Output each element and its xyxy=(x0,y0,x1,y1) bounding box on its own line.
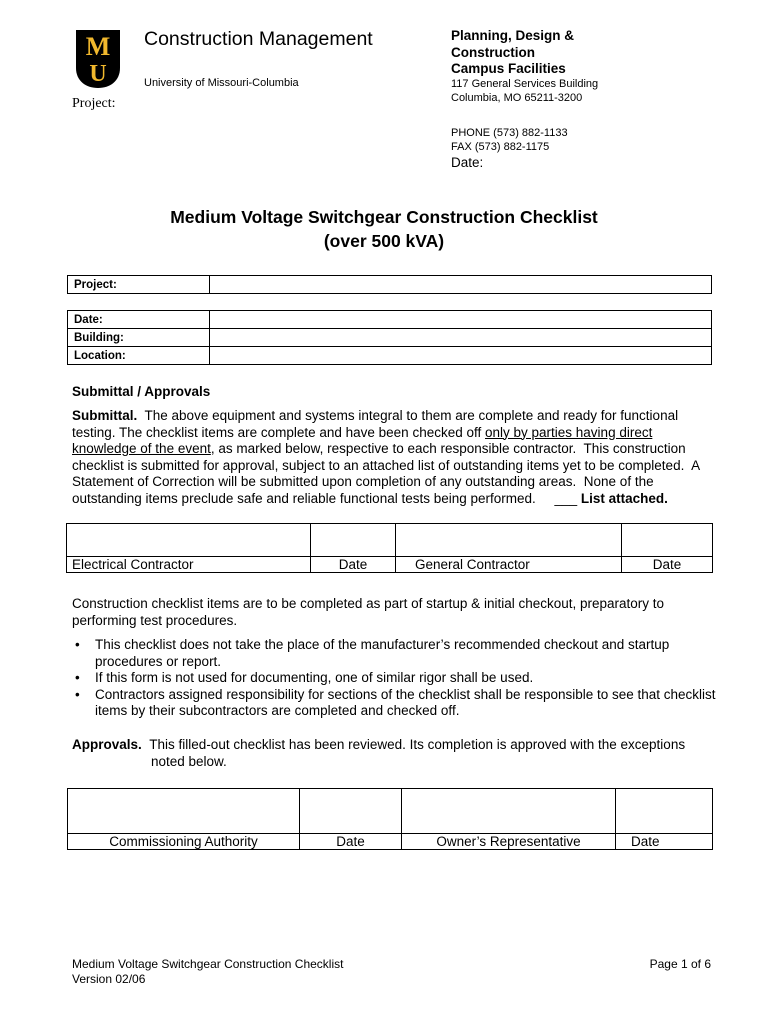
list-attached-label: List attached. xyxy=(580,490,668,506)
date-label: Date xyxy=(616,834,713,850)
department-line: Campus Facilities xyxy=(451,61,566,76)
date-label: Date: xyxy=(68,311,210,329)
list-item: • If this form is not used for documenting, one of similar rigor shall be used. xyxy=(72,670,717,687)
logo-letter-u: U xyxy=(89,61,107,87)
electrical-contractor-label: Electrical Contractor xyxy=(67,557,311,573)
approvals-text-line2: noted below. xyxy=(151,753,227,769)
approvals-lead: Approvals. xyxy=(72,737,142,752)
project-label: Project: xyxy=(68,276,210,294)
document-title-line1: Medium Voltage Switchgear Construction Checklist xyxy=(170,207,598,227)
footer-document-name: Medium Voltage Switchgear Construction Checklist xyxy=(72,957,344,971)
instructions-list xyxy=(72,637,717,720)
header-date-label: Date: xyxy=(451,155,484,170)
department-block xyxy=(451,28,574,78)
electrical-contractor-date-field[interactable] xyxy=(311,524,396,557)
submittal-paragraph xyxy=(72,408,717,507)
submittal-text-b: , as marked below, respective to each responsible contractor. This construction checklist is submitted for approval, subject to an attached list of outstanding items yet to be completed. A Statement of Correction will be submitted upon completion of any outstanding areas. None of the outstanding items preclude safe and reliable functional tests being performed. xyxy=(72,441,704,506)
department-line: Construction xyxy=(451,44,535,60)
submittal-text-a: The above equipment and systems integral to them are complete and ready for functional testing. The checklist items are complete and have been checked off xyxy=(72,408,679,440)
footer-left xyxy=(72,957,343,987)
approvals-text-line1: This filled-out checklist has been reviewed. Its completion is approved with the exceptions xyxy=(149,737,686,752)
general-contractor-label: General Contractor xyxy=(396,557,622,573)
project-table xyxy=(67,275,712,294)
instructions-intro: Construction checklist items are to be completed as part of startup & initial checkout, preparatory to performing test procedures. xyxy=(72,596,665,628)
owners-representative-date-field[interactable] xyxy=(616,789,713,834)
date-label: Date xyxy=(311,557,396,573)
date-label: Date xyxy=(300,834,402,850)
footer-page-number: Page 1 of 6 xyxy=(649,957,711,971)
list-attached-blank[interactable]: ___ xyxy=(554,490,578,506)
address-line: Columbia, MO 65211-3200 xyxy=(451,92,583,104)
details-table xyxy=(67,310,712,365)
phone-number: PHONE (573) 882-1133 xyxy=(451,127,568,139)
location-field[interactable] xyxy=(210,347,712,365)
date-field[interactable] xyxy=(210,311,712,329)
project-field[interactable] xyxy=(210,276,712,294)
building-label: Building: xyxy=(68,329,210,347)
department-line: Planning, Design & xyxy=(451,28,575,43)
contractor-signature-table xyxy=(66,523,713,573)
electrical-contractor-signature-field[interactable] xyxy=(67,524,311,557)
document-title-line2: (over 500 kVA) xyxy=(323,231,445,251)
commissioning-authority-date-field[interactable] xyxy=(300,789,402,834)
approvals-paragraph xyxy=(72,737,717,770)
university-logo xyxy=(72,28,124,90)
owners-representative-label: Owner’s Representative xyxy=(402,834,616,850)
university-name: University of Missouri-Columbia xyxy=(144,77,299,89)
list-item: • This checklist does not take the place of the manufacturer’s recommended checkout and startup procedures or report. xyxy=(72,637,717,670)
location-label: Location: xyxy=(68,347,210,365)
submittal-underlined-text: only by parties having direct knowledge of the event xyxy=(72,424,653,456)
commissioning-authority-signature-field[interactable] xyxy=(68,789,300,834)
org-title: Construction Management xyxy=(144,28,373,50)
contact-block xyxy=(451,126,568,154)
logo-letter-m: M xyxy=(85,32,111,61)
header-project-label: Project: xyxy=(72,96,116,111)
document-title xyxy=(0,205,768,253)
address-line: 117 General Services Building xyxy=(451,78,599,90)
address-block xyxy=(451,77,598,105)
general-contractor-signature-field[interactable] xyxy=(396,524,622,557)
building-field[interactable] xyxy=(210,329,712,347)
section-heading: Submittal / Approvals xyxy=(72,384,211,399)
date-label: Date xyxy=(622,557,713,573)
general-contractor-date-field[interactable] xyxy=(622,524,713,557)
fax-number: FAX (573) 882-1175 xyxy=(451,141,550,153)
approval-signature-table xyxy=(67,788,713,850)
list-item: • Contractors assigned responsibility for sections of the checklist shall be responsible to see that checklist items by their subcontractors are completed and checked off. xyxy=(72,687,717,720)
submittal-lead: Submittal. xyxy=(72,408,138,423)
footer-version: Version 02/06 xyxy=(72,972,146,986)
commissioning-authority-label: Commissioning Authority xyxy=(68,834,300,850)
owners-representative-signature-field[interactable] xyxy=(402,789,616,834)
